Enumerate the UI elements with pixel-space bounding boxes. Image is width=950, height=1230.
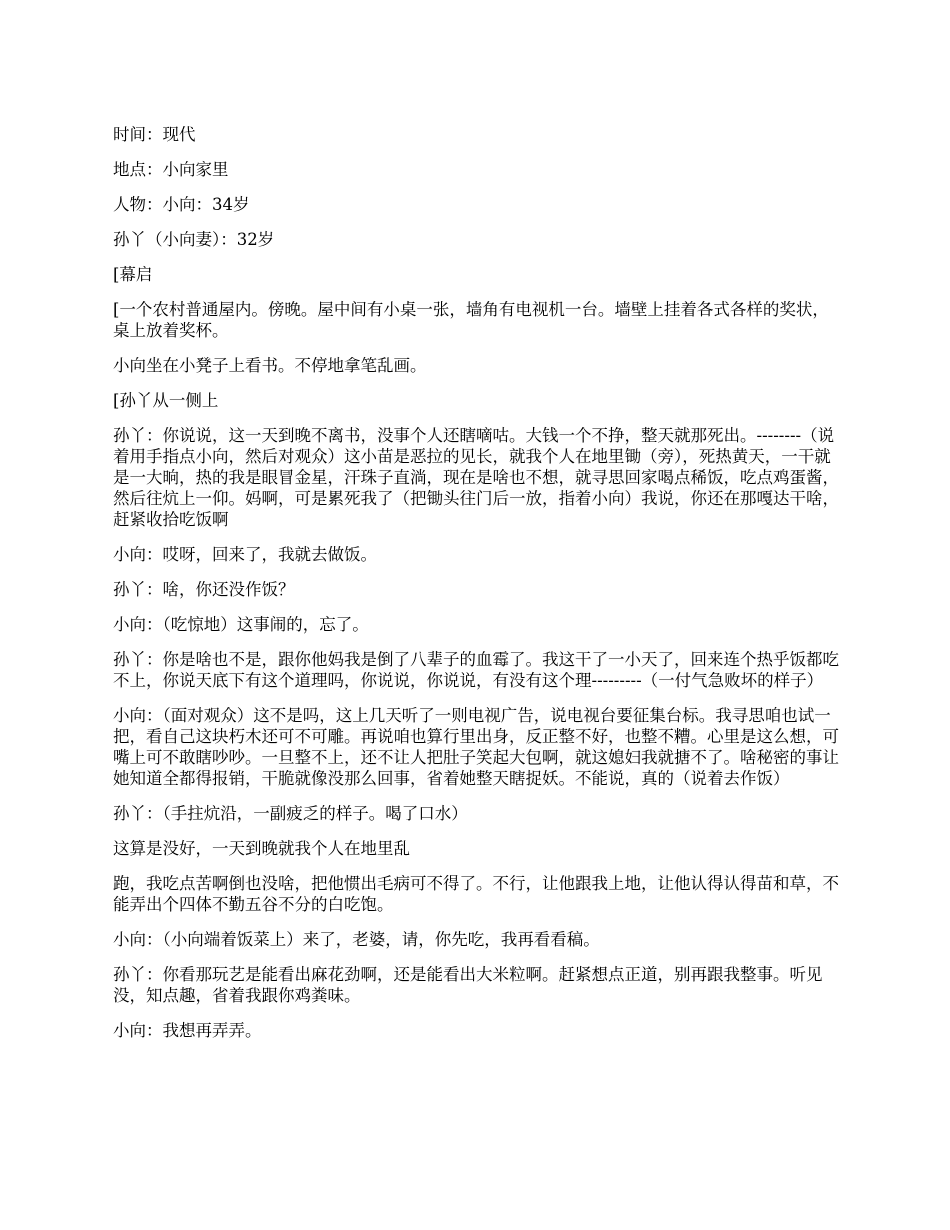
paragraph: 小向：（面对观众）这不是吗，这上几天听了一则电视广告，说电视台要征集台标。我寻思咱也试一把，看自己这块朽木还可不可雕。再说咱也算行里出身，反正整不好，也整不糟。心里是这么想，可嘴上可不敢瞎吵吵。一旦整不上，还不让人把肚子笑起大包啊，就这媳妇我就搪不了。啥秘密的事让她知道全都得报销，干脆就像没那么回事，省着她整天瞎捉妖。不能说，真的（说着去作饭） (113, 706, 839, 788)
paragraph: 孙丫：你说说，这一天到晚不离书，没事个人还瞎嘀咕。大钱一个不挣，整天就那死出。--------（说着用手指点小向，然后对观众）这小苗是恶拉的见长，就我个人在地里锄（旁），死热黄天，一干就是一大晌，热的我是眼冒金星，汗珠子直淌，现在是啥也不想，就寻思回家喝点稀饭，吃点鸡蛋酱，然后往炕上一仰。妈啊，可是累死我了（把锄头往门后一放，指着小向）我说，你还在那嘎达干啥，赶紧收拾吃饭啊 (113, 426, 839, 529)
paragraph: 小向坐在小凳子上看书。不停地拿笔乱画。 (113, 356, 427, 375)
paragraph: 孙丫：啥，你还没作饭？ (113, 580, 295, 599)
paragraph: 这算是没好，一天到晚就我个人在地里乱 (113, 839, 410, 858)
paragraph: 小向：我想再弄弄。 (113, 1021, 262, 1040)
paragraph-curtain-open: [幕启 (113, 265, 153, 284)
paragraph: 孙丫：你看那玩艺是能看出麻花劲啊，还是能看出大米粒啊。赶紧想点正道，别再跟我整事。听见没，知点趣，省着我跟你鸡粪味。 (113, 965, 823, 1005)
document-body (113, 124, 843, 1055)
paragraph: [孙丫从一侧上 (113, 391, 219, 410)
paragraph: 小向：（小向端着饭菜上）来了，老婆，请，你先吃，我再看看稿。 (113, 930, 600, 949)
paragraph: 跑，我吃点苦啊倒也没啥，把他惯出毛病可不得了。不行，让他跟我上地，让他认得认得苗和草，不能弄出个四体不勤五谷不分的白吃饱。 (113, 874, 839, 914)
paragraph-stage-direction: [一个农村普通屋内。傍晚。屋中间有小桌一张，墙角有电视机一台。墙壁上挂着各式各样的奖状，桌上放着奖杯。 (113, 300, 829, 340)
paragraph-place: 地点：小向家里 (113, 160, 229, 179)
paragraph: 小向：哎呀，回来了，我就去做饭。 (113, 545, 377, 564)
paragraph-character-sunya: 孙丫（小向妻）：32岁 (113, 230, 275, 249)
paragraph: 孙丫：（手拄炕沿，一副疲乏的样子。喝了口水） (113, 804, 468, 823)
paragraph: 孙丫：你是啥也不是，跟你他妈我是倒了八辈子的血霉了。我这干了一小天了，回来连个热乎饭都吃不上，你说天底下有这个道理吗，你说说，你说说，有没有这个理---------（一付气急败坏的样子） (113, 650, 839, 690)
paragraph-time: 时间：现代 (113, 125, 196, 144)
paragraph-character-xiaoxiang: 人物：小向：34岁 (113, 195, 250, 214)
paragraph: 小向：（吃惊地）这事闹的，忘了。 (113, 615, 369, 634)
